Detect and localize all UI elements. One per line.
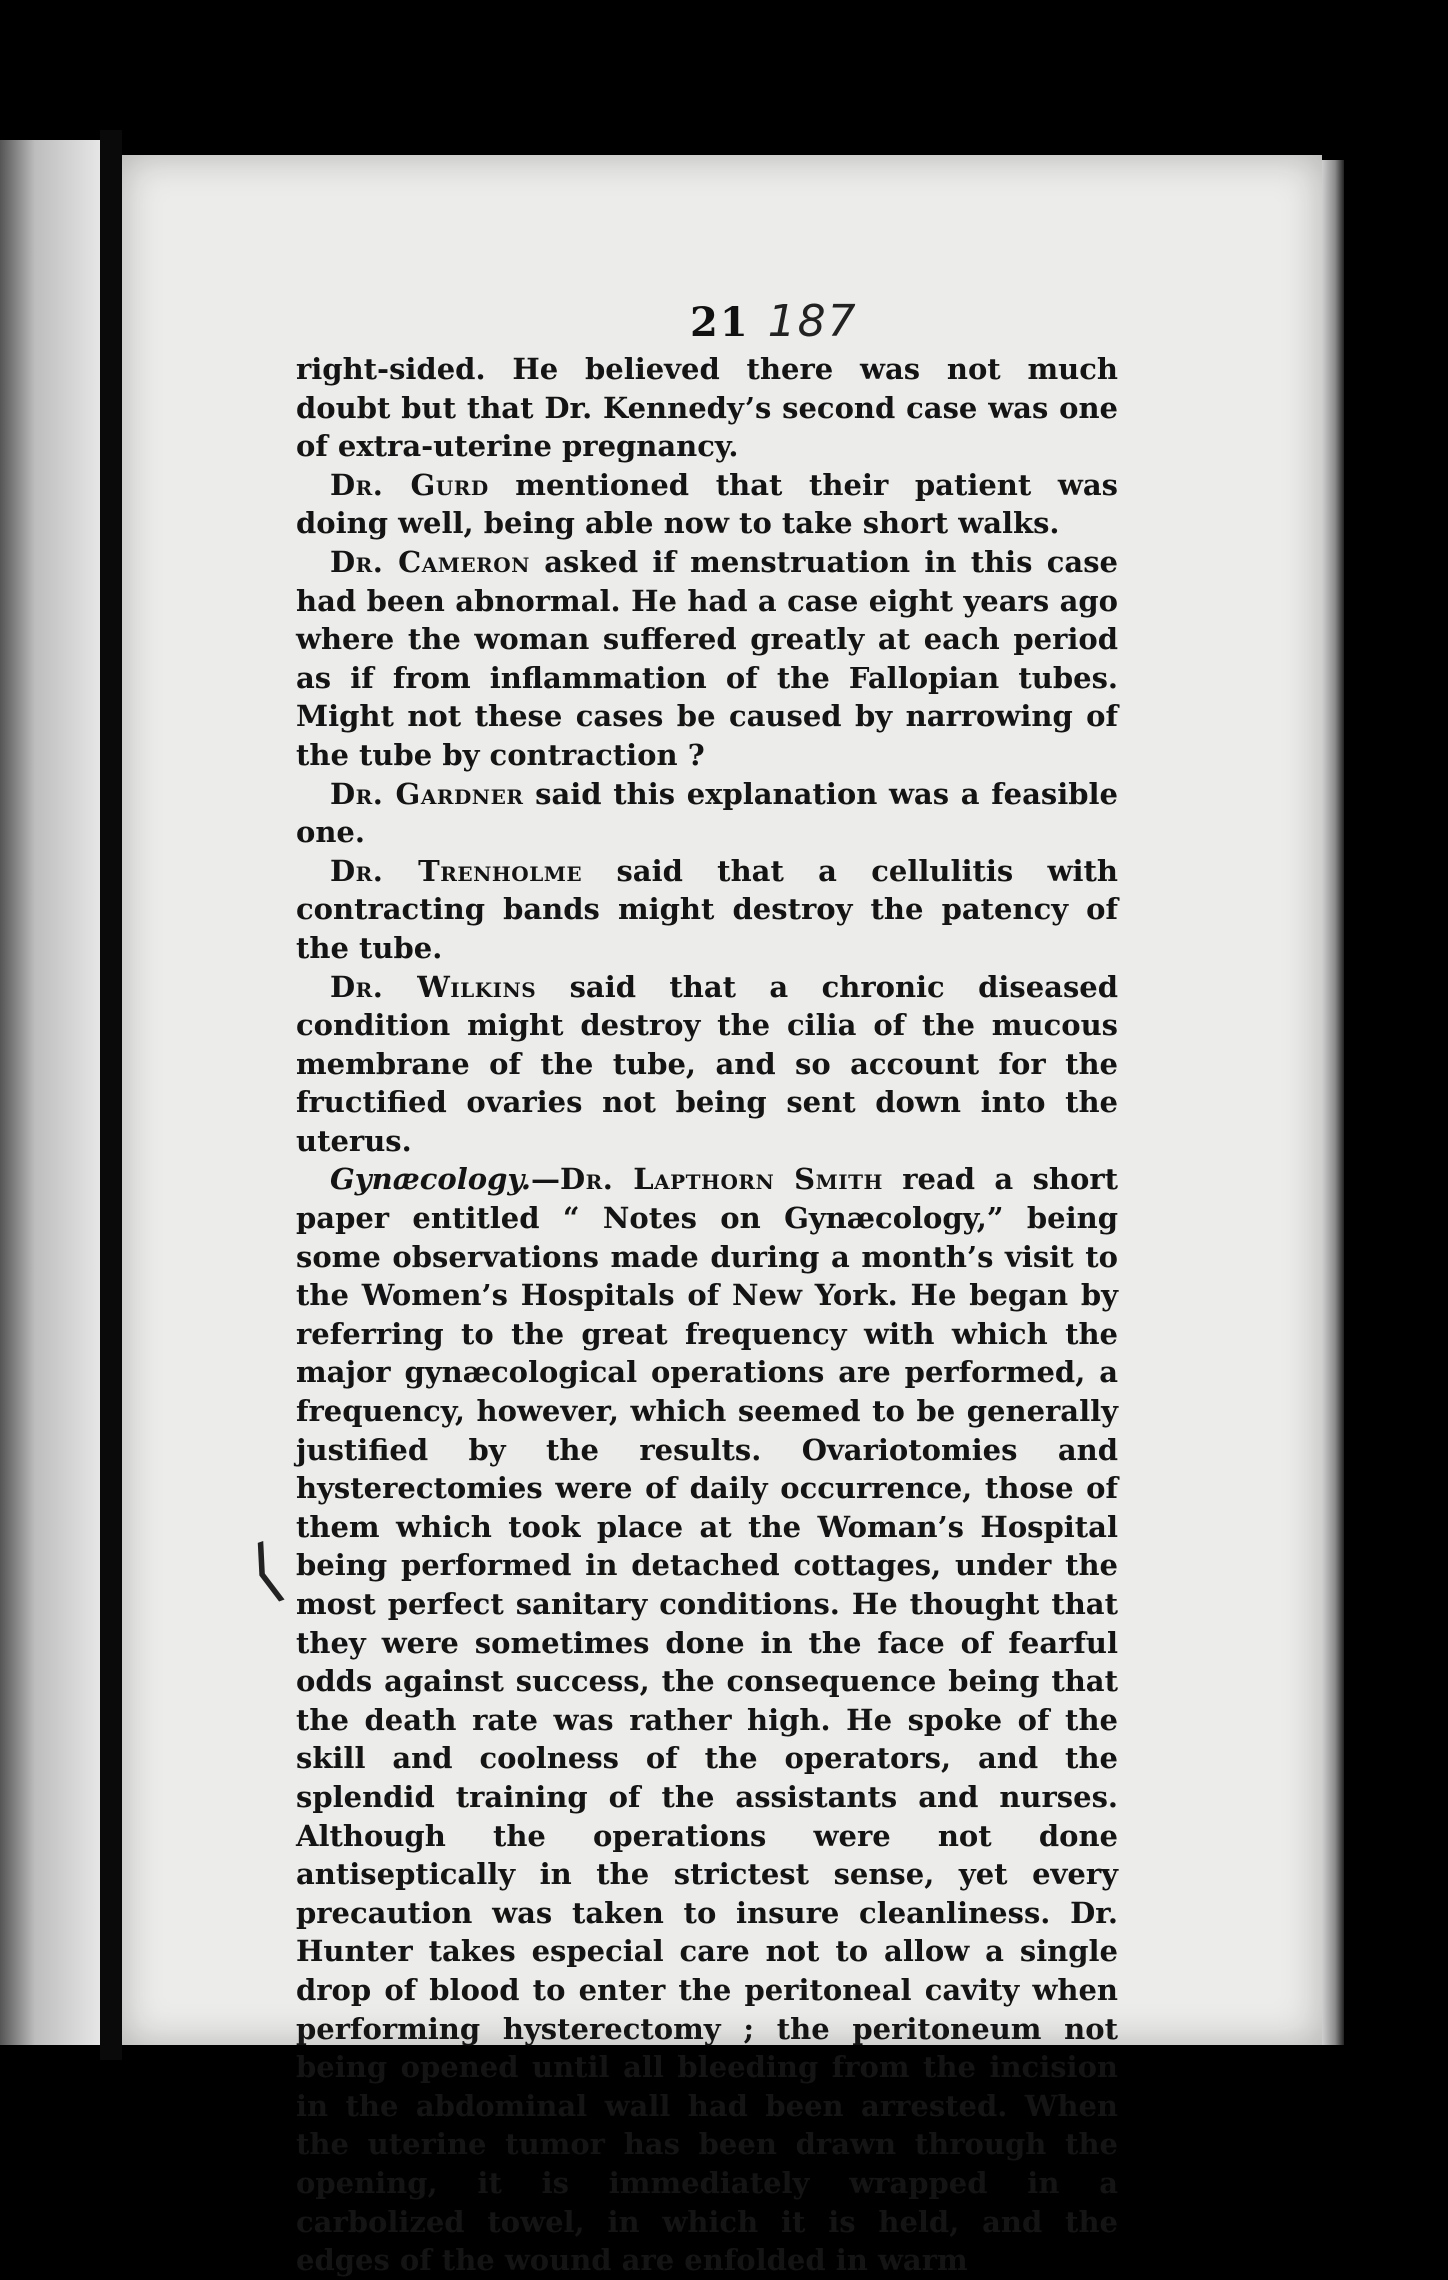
paragraph bbox=[296, 775, 1118, 852]
paragraph-text: said that a chronic diseased condition might destroy the cilia of the mucous membrane of the tube, and so account for the fructified ovaries not being sent down into the uterus. bbox=[296, 969, 1118, 1158]
paragraph-text: — bbox=[530, 1162, 560, 1197]
speaker-name: Dr. Gurd bbox=[330, 467, 489, 502]
page-stack-edge bbox=[1322, 160, 1344, 2045]
paragraph-text: mentioned that their patient was doing well, being able now to take short walks. bbox=[296, 467, 1118, 541]
margin-pencil-mark-icon: ⟨ bbox=[238, 1527, 293, 1615]
handwritten-page-number: 187 bbox=[767, 296, 858, 347]
paragraph-text: said this explanation was a feasible one. bbox=[296, 776, 1119, 850]
paragraph bbox=[296, 852, 1118, 968]
paragraph bbox=[296, 350, 1118, 466]
paragraph bbox=[296, 1160, 1118, 2279]
speaker-name: Dr. Gardner bbox=[330, 776, 524, 811]
paragraph bbox=[296, 466, 1118, 543]
previous-page-edge bbox=[0, 140, 100, 2045]
speaker-name: Dr. Trenholme bbox=[330, 853, 583, 888]
speaker-name: Dr. Lapthorn Smith bbox=[559, 1162, 883, 1197]
printed-page-number: 21 bbox=[690, 299, 750, 346]
page-number bbox=[690, 296, 858, 347]
paragraph-text: read a short paper entitled “ Notes on Gynæcology,” being some observations made during a month’s visit to the Women’s Hospitals of New York. He began by referring to the great frequency with which the major gynæcological operations are performed, a frequency, however, which seemed to be generally justified by the results. Ovariotomies and hysterectomies were of daily occurrence, those of them which took place at the Woman’s Hospital being performed in detached cottages, under the most perfect sanitary conditions. He thought that they were sometimes done in the face of fearful odds against success, the consequence being that the death rate was rather high. He spoke of the skill and coolness of the operators, and the splendid training of the assistants and nurses. Although the operations were not done antiseptically in the strictest sense, yet every precaution was taken to insure cleanliness. Dr. Hunter takes especial care not to allow a single drop of blood to enter the peritoneal cavity when performing hysterectomy ; the peritoneum not being opened until all bleeding from the incision in the abdominal wall had been arrested. When the uterine tumor has been drawn through the opening, it is immediately wrapped in a carbolized towel, in which it is held, and the edges of the wound are enfolded in warm bbox=[296, 1162, 1119, 2278]
speaker-name: Dr. Wilkins bbox=[330, 969, 537, 1004]
paragraph-text: asked if menstruation in this case had been abnormal. He had a case eight years ago where the woman suffered greatly at each period as if from inflammation of the Fallopian tubes. Might not these cases be caused by narrowing of the tube by contraction ? bbox=[296, 544, 1118, 772]
speaker-name: Dr. Cameron bbox=[330, 544, 530, 579]
paragraph-text: said that a cellulitis with contracting bands might destroy the patency of the tube. bbox=[296, 853, 1119, 965]
section-heading: Gynæcology. bbox=[330, 1162, 531, 1197]
paragraph bbox=[296, 543, 1118, 775]
binding-gutter bbox=[100, 130, 122, 2060]
body-text bbox=[296, 350, 1118, 2280]
paragraph bbox=[296, 968, 1118, 1161]
paragraph-text: right-sided. He believed there was not much doubt but that Dr. Kennedy’s second case was one of extra-uterine pregnancy. bbox=[296, 352, 1118, 464]
